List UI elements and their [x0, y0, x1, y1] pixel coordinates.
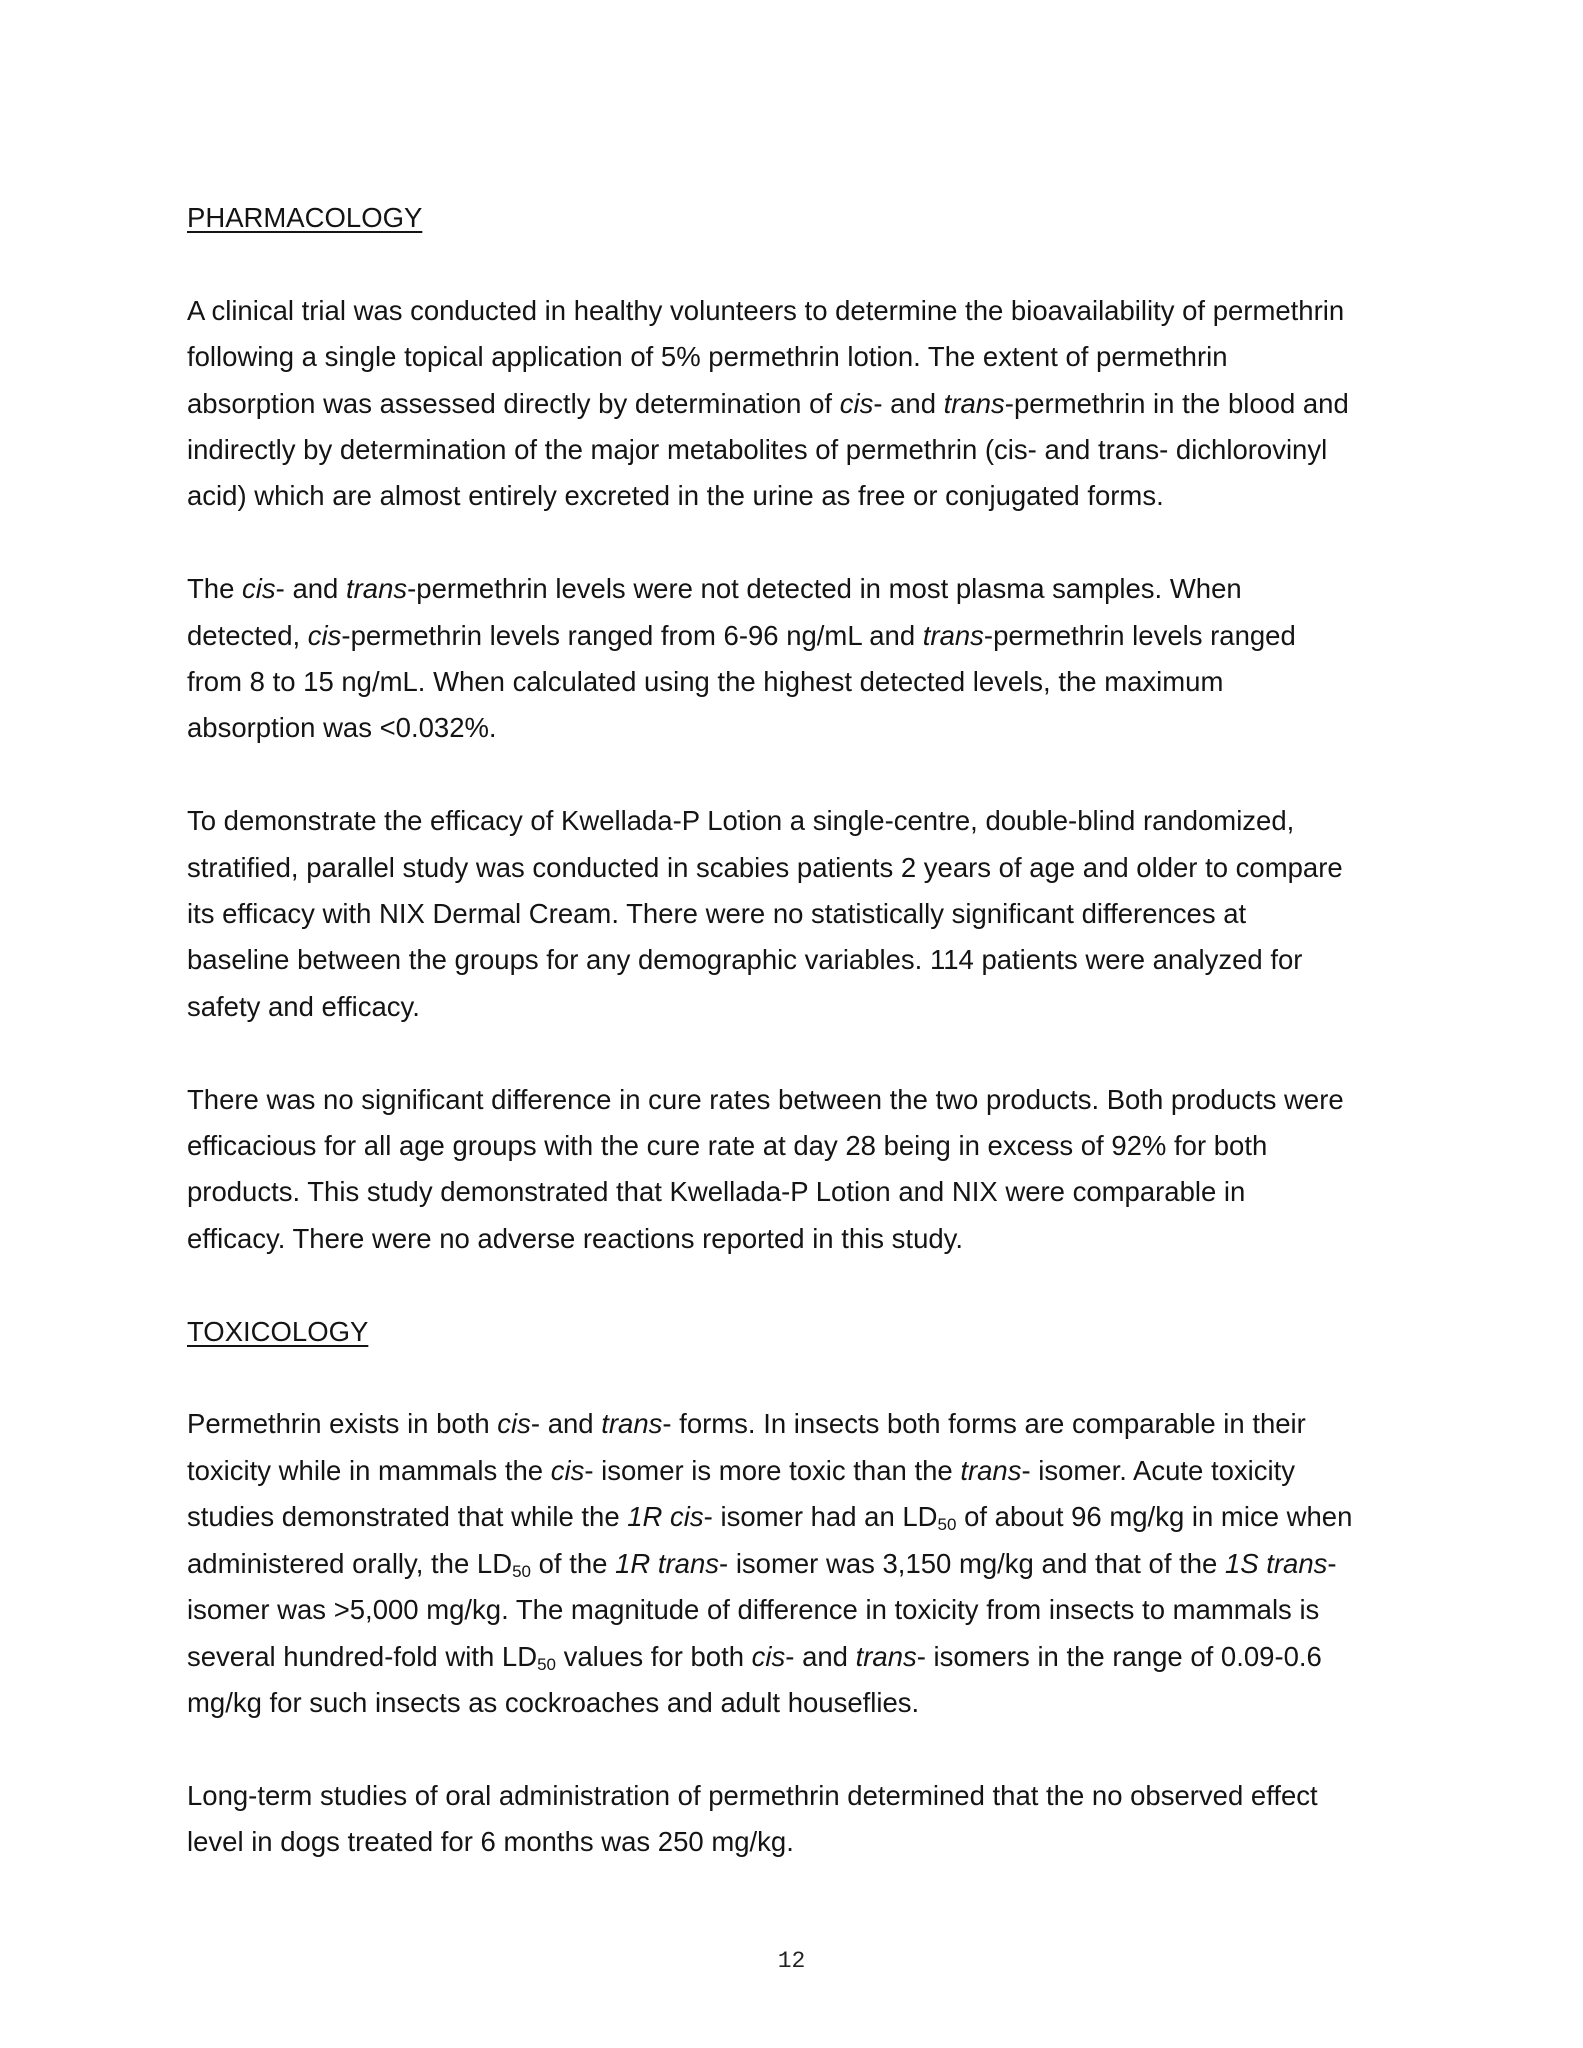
text-line: level in dogs treated for 6 months was 250 mg/kg. — [187, 1826, 794, 1858]
text-line: Permethrin exists in both cis- and trans- forms. In insects both forms are comparable in their — [187, 1408, 1306, 1440]
page-number: 12 — [777, 1948, 806, 1974]
text-line: stratified, parallel study was conducted in scabies patients 2 years of age and older to compare — [187, 851, 1343, 883]
text-line: detected, cis-permethrin levels ranged from 6-96 ng/mL and trans-permethrin levels ranged — [187, 619, 1296, 651]
text-line: efficacious for all age groups with the cure rate at day 28 being in excess of 92% for both — [187, 1130, 1268, 1162]
section-heading-pharmacology: PHARMACOLOGY — [187, 202, 423, 233]
toxicology-paragraph-2 — [187, 1773, 1387, 1866]
text-column — [187, 195, 1387, 1866]
section-heading-toxicology: TOXICOLOGY — [187, 1315, 369, 1347]
text-line: indirectly by determination of the major metabolites of permethrin (cis- and trans- dichlorovinyl — [187, 434, 1328, 466]
text-line: its efficacy with NIX Dermal Cream. There were no statistically significant differences at — [187, 898, 1247, 930]
toxicology-paragraph-1 — [187, 1401, 1387, 1726]
pharmacology-paragraph-1 — [187, 288, 1387, 520]
text-line: isomer was >5,000 mg/kg. The magnitude of difference in toxicity from insects to mammals is — [187, 1594, 1320, 1626]
text-line: toxicity while in mammals the cis- isomer is more toxic than the trans- isomer. Acute toxicity — [187, 1454, 1296, 1486]
pharmacology-paragraph-3 — [187, 798, 1387, 1030]
pharmacology-paragraph-2 — [187, 566, 1387, 752]
text-line: several hundred-fold with $LD_{50}$ values for both cis- and trans- isomers in the range of 0.09-0.6 — [187, 1640, 1322, 1674]
text-line: studies demonstrated that while the 1R cis- isomer had an $LD_{50}$ of about 96 mg/kg in mice when — [187, 1501, 1353, 1535]
pharmacology-paragraph-4 — [187, 1077, 1387, 1263]
text-line: mg/kg for such insects as cockroaches and adult houseflies. — [187, 1686, 920, 1718]
text-line: administered orally, the $LD_{50}$ of the 1R trans- isomer was 3,150 mg/kg and that of the 1S trans- — [187, 1547, 1337, 1581]
text-line: efficacy. There were no adverse reactions reported in this study. — [187, 1222, 964, 1254]
text-line: from 8 to 15 ng/mL. When calculated using the highest detected levels, the maximum — [187, 666, 1224, 698]
text-line: safety and efficacy. — [187, 990, 420, 1022]
text-line: A clinical trial was conducted in healthy volunteers to determine the bioavailability of permethrin — [187, 294, 1345, 326]
text-line: absorption was <0.032%. — [187, 712, 497, 744]
text-line: Long-term studies of oral administration of permethrin determined that the no observed effect — [187, 1779, 1318, 1811]
text-line: absorption was assessed directly by determination of cis- and trans-permethrin in the blood and — [187, 387, 1349, 419]
text-line: The cis- and trans-permethrin levels were not detected in most plasma samples. When — [187, 573, 1242, 605]
text-line: There was no significant difference in cure rates between the two products. Both products were — [187, 1083, 1344, 1115]
text-line: To demonstrate the efficacy of Kwellada-P Lotion a single-centre, double-blind randomized, — [187, 805, 1295, 837]
text-line: acid) which are almost entirely excreted in the urine as free or conjugated forms. — [187, 480, 1164, 512]
text-line: products. This study demonstrated that Kwellada-P Lotion and NIX were comparable in — [187, 1176, 1246, 1208]
text-line: baseline between the groups for any demographic variables. 114 patients were analyzed for — [187, 944, 1303, 976]
text-line: following a single topical application of 5% permethrin lotion. The extent of permethrin — [187, 341, 1228, 373]
